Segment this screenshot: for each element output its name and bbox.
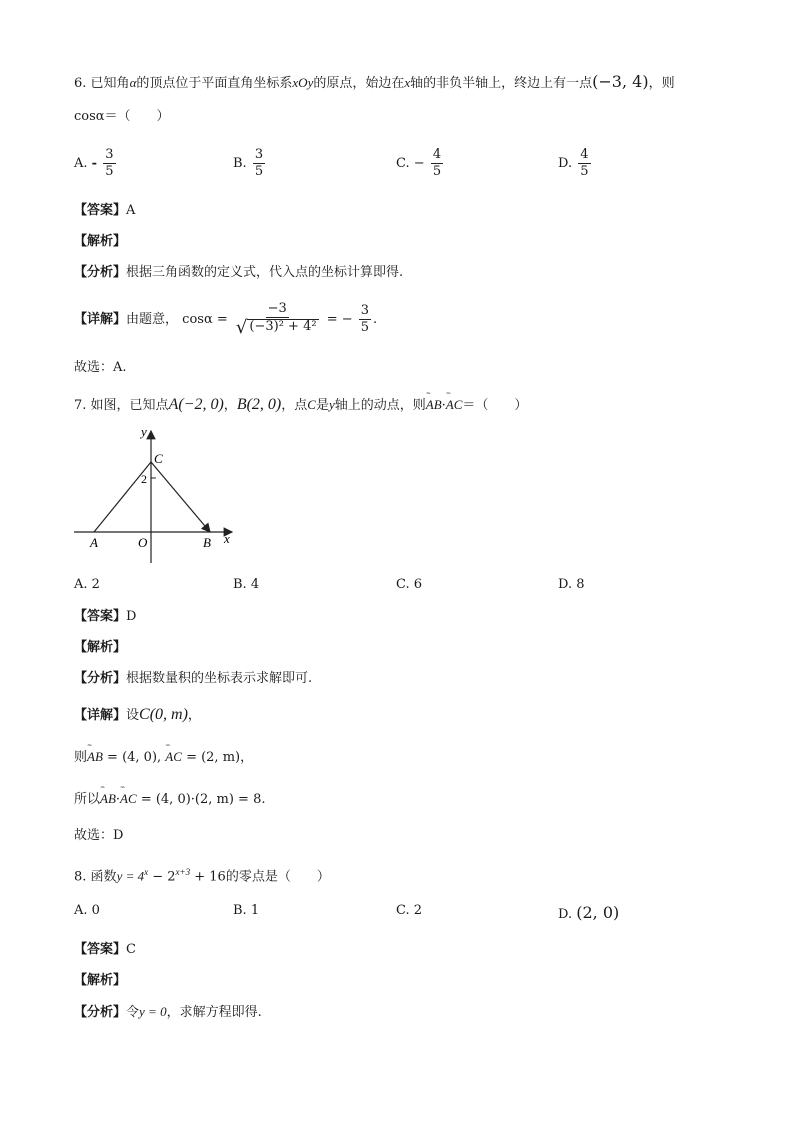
q6-text-a: 已知角 [90,76,130,91]
q7-number: 7. [74,398,87,413]
fenxi-eq: y = 0 [139,1004,167,1019]
option-label: B. [233,156,247,171]
q7-text: 如图，已知点 [90,398,169,413]
sep: ， [223,398,237,413]
xiangjie-tag: 【详解】 [74,312,127,327]
answer-tag: 【答案】 [74,203,127,218]
q6-guxuan: 故选：A. [74,360,127,375]
frac-den: 5 [360,320,370,335]
ze: 则 [74,750,88,765]
label-b: B [203,535,211,550]
label-a: A [90,535,98,550]
q7-text-d: 轴上的动点，则 [334,398,426,413]
point-c-m: C(0, m) [139,706,188,723]
q6-option-a[interactable] [74,148,118,179]
label-o: O [138,535,148,550]
fenxi-text: 根据数量积的坐标表示求解即可. [126,671,313,686]
label-y: y [141,425,147,439]
fenxi-tag: 【分析】 [74,265,127,280]
period: . [261,792,266,807]
coord-sys: xOy [292,75,314,90]
x-symbol: x [404,75,411,90]
func-part3: + 16 [190,869,226,885]
q6-option-c[interactable] [396,148,445,179]
period: . [373,312,378,327]
frac-den: 5 [254,164,264,179]
q6-stem [74,72,675,94]
option-sign: - [91,156,98,171]
q6-number: 6. [74,76,87,91]
q7-vectors [74,747,253,768]
q6-text-d: 轴的非负半轴上，终边上有一点 [410,76,593,91]
ab-eq: = (4, 0), [107,750,162,765]
option-sign: − [413,156,425,171]
q7-option-b[interactable]: B. 4 [233,577,260,592]
q6-text-b: 的顶点位于平面直角坐标系 [136,76,293,91]
rhs-fraction [359,304,371,335]
answer-value: D [126,609,137,624]
y-symbol: y [328,397,335,412]
frac-num: 4 [432,147,442,162]
alpha-symbol: α [129,75,137,90]
fenxi-tag: 【分析】 [74,671,127,686]
answer-tag: 【答案】 [74,609,127,624]
vector-ac: ˜˜ AC [446,395,463,415]
fenxi-text: 根据三角函数的定义式，代入点的坐标计算即得. [126,265,404,280]
q6-option-b[interactable] [233,148,267,179]
label-c: C [154,451,163,466]
ac-eq: = (2, m) [186,750,241,765]
q7-fenxi [74,669,312,689]
sqrt-sign: √ [235,317,248,338]
dot: · [115,792,121,807]
q7-figure [70,425,240,570]
cos-frac-num: −3 [267,301,287,316]
xiangjie-pre: 由题意， [126,312,179,327]
vector-ab: ˜˜ AB [87,747,103,767]
frac-num: 3 [254,147,264,162]
option-label: D. [558,156,573,171]
cos-lhs: cosα = [182,312,228,327]
q7-option-c[interactable]: C. 6 [396,577,423,592]
q7-stem [74,395,527,416]
fenxi-a: 令 [126,1005,140,1020]
func-part2: − 2 [148,869,176,885]
q6-answer [74,201,135,221]
option-fraction [253,148,265,179]
label-x: x [224,531,230,546]
q7-option-d[interactable]: D. 8 [558,577,585,592]
q7-product [74,789,266,810]
point-a: A(−2, 0) [168,396,224,413]
q8-option-b[interactable]: B. 1 [233,903,260,918]
q8-option-a[interactable]: A. 0 [74,903,100,918]
q7-text-c: 是 [315,398,329,413]
answer-value: A [126,203,136,218]
option-label: D. [558,907,573,922]
answer-tag: 【答案】 [74,942,127,957]
cos-fraction [234,302,321,337]
q7-text-e: ＝（ ） [462,398,528,413]
vector-ab: ˜˜ AB [426,395,442,415]
q6-xiangjie [74,300,377,340]
q6-jiexi: 【解析】 [74,234,127,249]
q8-text-b: 的零点是（ ） [225,869,330,885]
xiangjie-text: 设 [126,708,140,723]
comma: ， [240,750,254,765]
sup-x: x [144,867,149,877]
option-label: C. [396,156,410,171]
q8-answer [74,940,136,960]
answer-value: C [126,942,136,957]
q7-xiangjie [74,705,201,726]
product-eq: = (4, 0)·(2, m) = 8 [140,792,262,807]
suoyi: 所以 [74,792,101,807]
sqrt [236,319,319,337]
q8-stem [74,862,330,887]
q7-answer [74,607,136,627]
xiangjie-tag: 【详解】 [74,708,127,723]
vector-ac: ˜˜ AC [120,789,137,809]
comma: ， [187,708,201,723]
option-fraction [578,148,590,179]
vector-ac: ˜˜ AC [165,747,182,767]
label-2: 2 [141,472,147,486]
sup-x3: x+3 [175,867,191,877]
option-fraction [431,148,443,179]
option-value: (2, 0) [576,903,620,922]
frac-num: 3 [360,303,370,318]
q8-text: 函数 [90,869,117,885]
option-label: A. [74,156,88,171]
point-b: B(2, 0) [236,396,282,413]
frac-num: 3 [105,147,114,162]
q6-text-c: 的原点，始边在 [313,76,405,91]
q6-text-e: ，则 [648,76,675,91]
sqrt-body: (−3)² + 4² [249,319,317,334]
q8-jiexi: 【解析】 [74,973,127,988]
q6-stem-line2: cosα＝（ ） [74,109,170,124]
q6-point: (−3, 4) [592,72,649,91]
q8-fenxi [74,1002,262,1023]
q6-option-d[interactable] [558,148,593,179]
q7-jiexi: 【解析】 [74,640,127,655]
fenxi-tag: 【分析】 [74,1005,127,1020]
q6-fenxi [74,263,403,283]
point-c: C [307,397,316,412]
q8-option-c[interactable]: C. 2 [396,903,423,918]
vector-ab: ˜˜ AB [100,789,116,809]
q8-option-d[interactable] [558,903,619,922]
frac-den: 5 [105,164,114,179]
q8-number: 8. [74,869,87,885]
frac-num: 4 [580,147,589,162]
rhs: = − [326,312,353,327]
q7-guxuan: 故选：D [74,828,124,843]
option-fraction [103,148,115,179]
func-part1: y = 4 [116,868,145,884]
q7-option-a[interactable]: A. 2 [74,577,100,592]
q7-text-b: ，点 [281,398,308,413]
frac-den: 5 [432,164,442,179]
frac-den: 5 [580,164,589,179]
fenxi-b: ，求解方程即得. [166,1005,262,1020]
cos-frac-den [234,318,321,337]
segment-cb [151,462,210,532]
dot: · [441,398,446,413]
